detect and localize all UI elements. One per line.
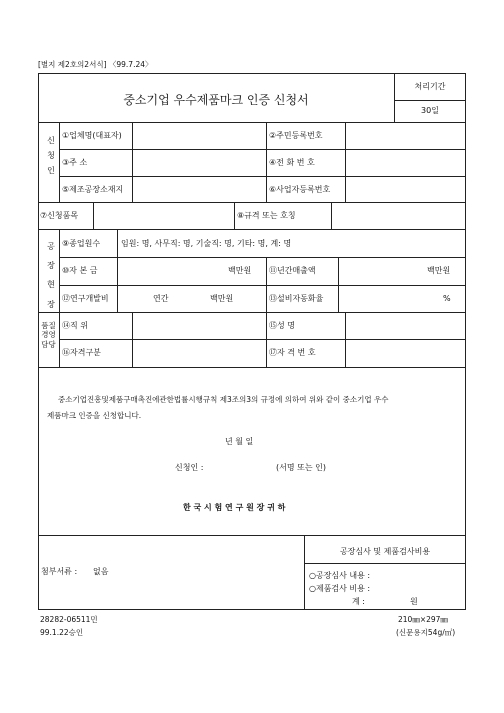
automation-unit: %	[443, 294, 451, 303]
declaration-line-1: 중소기업진흥및제품구매촉진에관한법률시행규칙 제3조의3의 규정에 의하여 위와 같이 중소기업 우수	[58, 395, 389, 404]
form-code: 28282-06511민	[40, 615, 98, 624]
rnd-sub-label: 연간	[153, 294, 169, 303]
factory-location-field[interactable]	[133, 177, 265, 201]
attachments-label: 첨부서류 :	[41, 567, 78, 576]
paper-size: 210㎜×297㎜	[398, 615, 448, 624]
certification-type-label: ⑯자격구분	[62, 348, 101, 357]
form-reference: [별지 제2호의2서식] 〈99.7.24〉	[38, 60, 153, 69]
business-reg-label: ⑥사업자등록번호	[269, 185, 331, 194]
fees-total-label: 계 :	[352, 597, 365, 606]
signature-or-seal: (서명 또는 인)	[276, 463, 326, 472]
paper-type: (신문용지54g/㎡)	[396, 628, 456, 637]
addressee: 한 국 시 험 연 구 원 장 귀 하	[183, 503, 286, 512]
fees-total-unit: 원	[410, 597, 418, 606]
address-label: ③주 소	[62, 158, 88, 167]
resident-reg-label: ②주민등록번호	[269, 131, 323, 140]
company-name-label: ①업체명(대표자)	[62, 131, 122, 140]
date-line: 년 월 일	[225, 437, 254, 446]
quality-side-label: 품질 경영 담당	[41, 321, 56, 349]
sales-field[interactable]	[339, 258, 423, 284]
factory-audit-fee-label: ○공장심사 내용 :	[309, 571, 371, 580]
processing-period-value: 30일	[421, 106, 439, 115]
product-test-fee-label: ○제품검사 비용 :	[309, 584, 371, 593]
spec-label: ⑧규격 또는 호칭	[237, 211, 296, 220]
sales-unit: 백만원	[427, 266, 451, 275]
address-field[interactable]	[133, 150, 265, 175]
rnd-field[interactable]	[178, 286, 208, 311]
company-name-field[interactable]	[133, 123, 265, 148]
applicant-name-field[interactable]	[212, 460, 272, 474]
attachments-value: 없음	[93, 567, 109, 576]
item-field[interactable]	[94, 203, 233, 228]
position-field[interactable]	[133, 313, 265, 338]
rnd-label: ⑫연구개발비	[62, 294, 109, 303]
item-label: ⑦신청품목	[40, 211, 79, 220]
position-label: ⑭직 위	[62, 321, 88, 330]
fees-total-field[interactable]	[370, 595, 406, 607]
factory-side-label: 공 장 현 장	[47, 242, 55, 309]
approval-date: 99.1.22승인	[40, 628, 84, 637]
certification-type-field[interactable]	[133, 340, 265, 366]
automation-field[interactable]	[339, 286, 439, 311]
fees-title: 공장심사 및 제품검사비용	[339, 547, 431, 556]
resident-reg-field[interactable]	[346, 123, 465, 148]
employees-label: ⑨종업원수	[62, 239, 101, 248]
certification-no-field[interactable]	[346, 340, 465, 366]
product-test-fee-field[interactable]	[372, 582, 460, 594]
factory-location-label: ⑤제조공장소재지	[62, 185, 124, 194]
phone-field[interactable]	[346, 150, 465, 175]
sales-label: ⑪년간매출액	[269, 266, 316, 275]
certification-no-label: ⑰자 격 번 호	[269, 348, 316, 357]
capital-field[interactable]	[118, 258, 223, 284]
name-label: ⑮성 명	[269, 321, 295, 330]
processing-period-label: 처리기간	[414, 82, 446, 91]
name-field[interactable]	[346, 313, 465, 338]
rnd-unit: 백만원	[210, 294, 234, 303]
form-title: 중소기업 우수제품마크 인증 신청서	[123, 93, 309, 107]
automation-label: ⑬설비자동화율	[269, 294, 324, 303]
phone-label: ④전 화 번 호	[269, 158, 315, 167]
business-reg-field[interactable]	[346, 177, 465, 201]
applicant-side-label: 신 청 인	[47, 136, 55, 176]
capital-label: ⑩자 본 금	[62, 266, 98, 275]
declaration-line-2: 제품마크 인증을 신청합니다.	[47, 411, 142, 420]
spec-field[interactable]	[332, 203, 465, 228]
employees-detail: 임원: 명, 사무직: 명, 기술직: 명, 기타: 명, 계: 명	[121, 239, 292, 248]
applicant-signature-label: 신청인 :	[175, 463, 204, 472]
factory-audit-fee-field[interactable]	[372, 569, 460, 581]
capital-unit: 백만원	[228, 266, 252, 275]
